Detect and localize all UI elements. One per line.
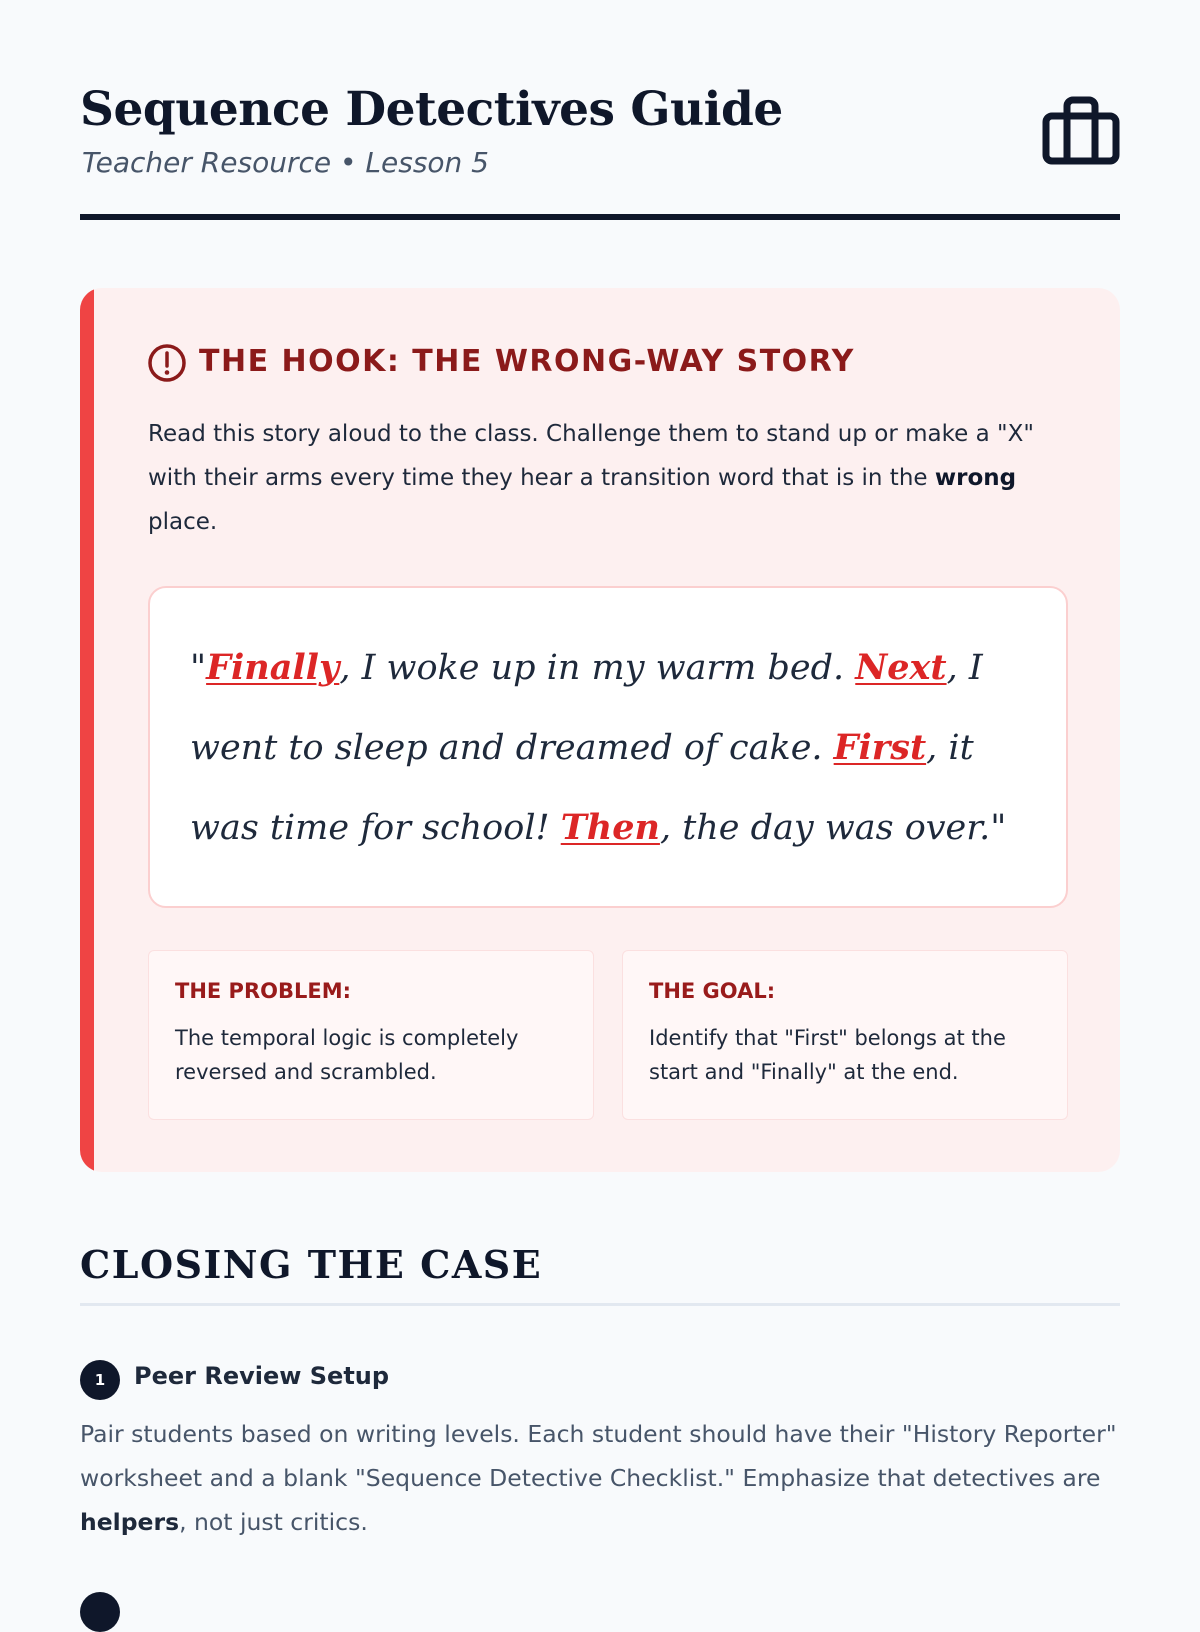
step-title: Peer Review Setup [134,1362,390,1390]
step-description [80,1412,1120,1544]
story-segment: , it was time for school! [190,728,974,848]
step-number-badge-next [80,1592,120,1632]
problem-text: The temporal logic is completely reversed and scrambled. [175,1026,519,1084]
wrong-way-story [190,628,1030,868]
problem-box [148,950,594,1120]
transition-word: First [833,727,927,768]
hook-card [80,288,1120,1172]
alert-circle-icon [147,343,187,383]
transition-word: Next [855,647,947,688]
step-desc-text: Pair students based on writing levels. Each student should have their "History Reporter" worksheet and a blank "Sequence Detective Checklist." Emphasize that detectives are [80,1420,1117,1492]
story-segment: " [190,648,207,688]
section-title-closing: CLOSING THE CASE [80,1242,543,1287]
step-number-badge: 1 [80,1360,120,1400]
hook-intro-text: Read this story aloud to the class. Challenge them to stand up or make a "X" with their arms every time they hear a transition word that is in the [148,421,1034,491]
page-header [80,80,1120,220]
problem-label: THE PROBLEM: [175,979,351,1003]
page-title: Sequence Detectives Guide [80,82,783,137]
hook-accent-bar [80,288,94,1172]
story-segment: , I woke up in my warm bed. [339,648,856,688]
goal-text: Identify that "First" belongs at the start and "Finally" at the end. [649,1026,1006,1084]
page-subtitle: Teacher Resource • Lesson 5 [82,146,489,179]
story-segment: , the day was over." [659,808,1007,848]
goal-label: THE GOAL: [649,979,776,1003]
story-segment: , I went to sleep and dreamed of cake. [190,648,983,768]
step-desc-emphasis: helpers [80,1508,180,1536]
briefcase-icon [1042,96,1120,166]
step-desc-end: , not just critics. [179,1508,368,1536]
section-divider [80,1303,1120,1306]
transition-word: Finally [206,647,340,688]
hook-intro-end: place. [148,509,218,535]
transition-word: Then [560,807,660,848]
goal-box [622,950,1068,1120]
hook-intro-emphasis: wrong [934,465,1017,491]
hook-instructions [148,412,1068,544]
hook-title: THE HOOK: THE WRONG-WAY STORY [199,344,855,379]
story-box [148,586,1068,908]
